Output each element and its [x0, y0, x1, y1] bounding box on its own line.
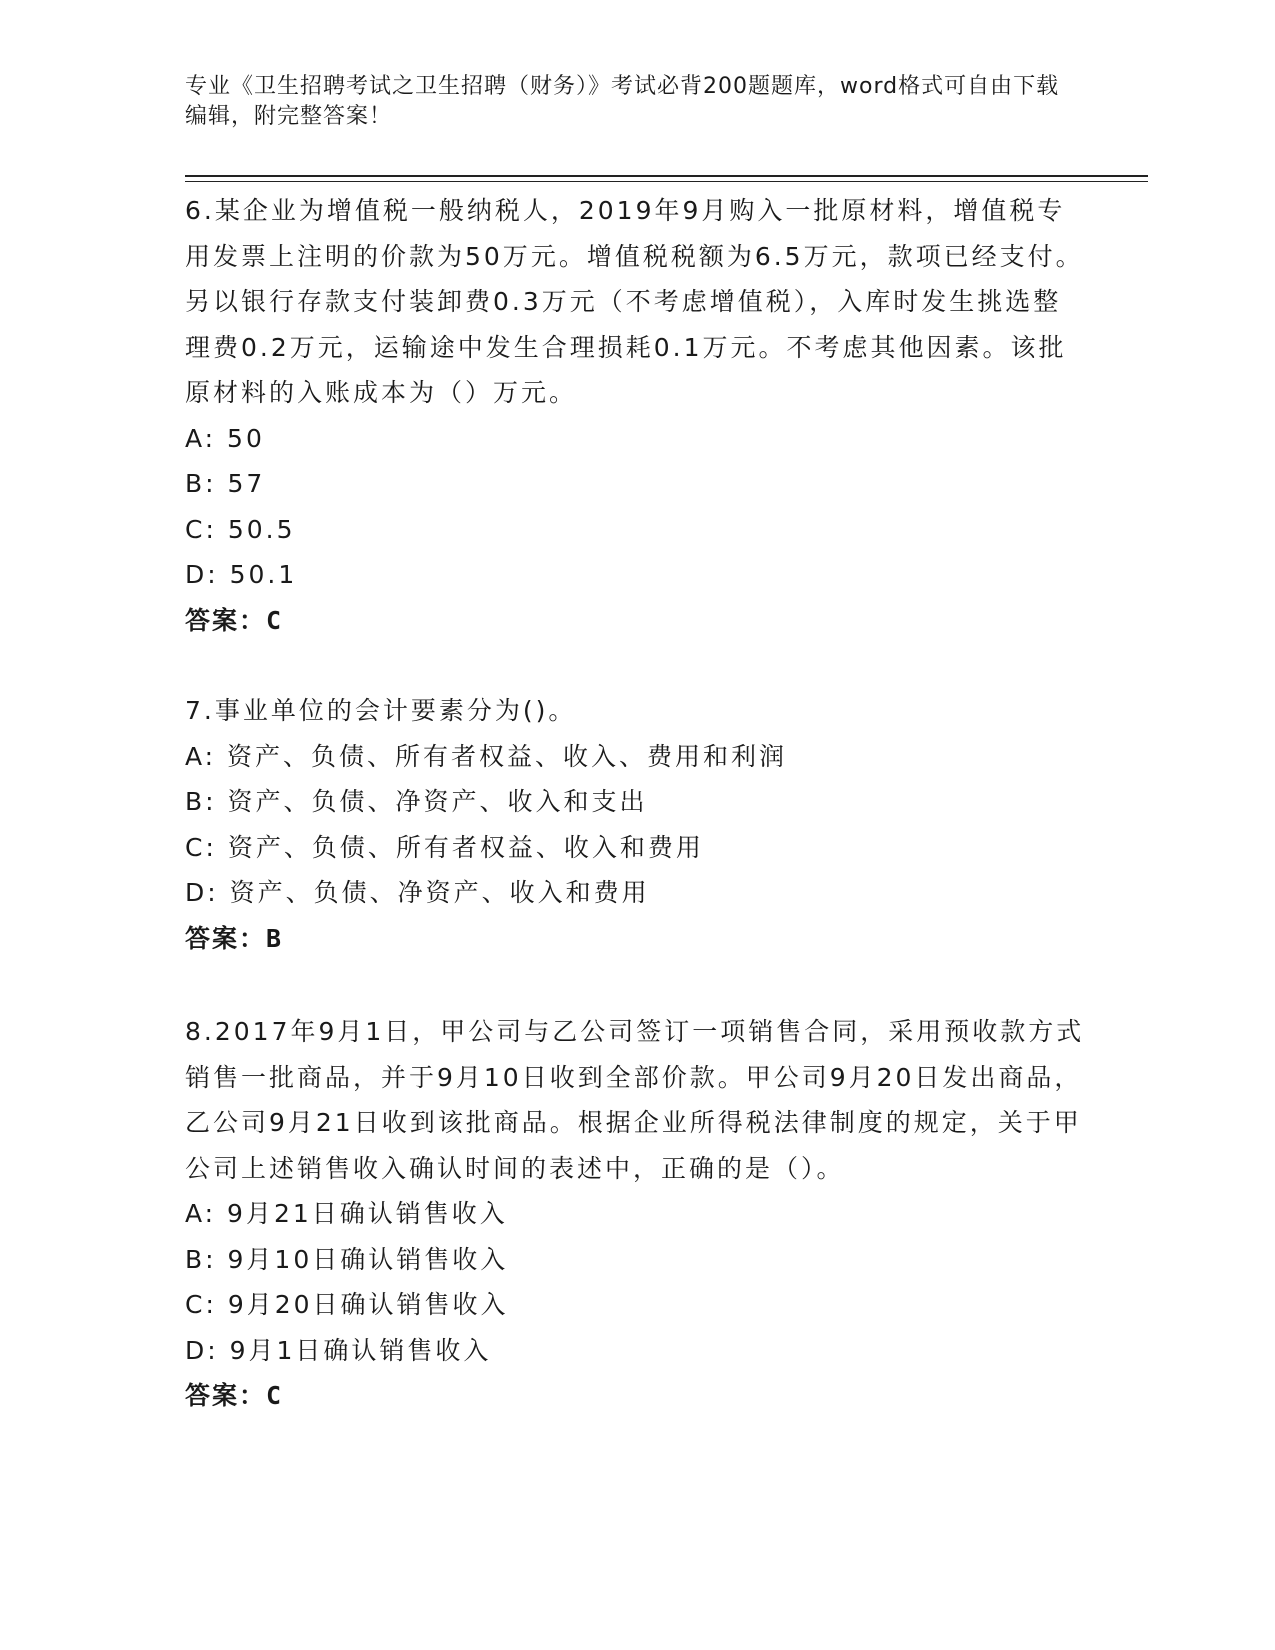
question-stem: 6.某企业为增值税一般纳税人，2019年9月购入一批原材料，增值税专用发票上注明的价款为50万元。增值税税额为6.5万元，款项已经支付。另以银行存款支付装卸费0.3万元（不考虑增值税），入库时发生挑选整理费0.2万元，运输途中发生合理损耗0.1万元。不考虑其他因素。该批原材料的入账成本为（）万元。	[185, 196, 1084, 407]
question-8	[185, 1009, 1085, 1419]
option-c: C: 资产、负债、所有者权益、收入和费用	[185, 832, 704, 862]
header-divider-thin	[185, 181, 1148, 182]
question-stem: 7.事业单位的会计要素分为()。	[185, 696, 577, 725]
document-header-note: 专业《卫生招聘考试之卫生招聘（财务）》考试必背200题题库，word格式可自由下载编辑，附完整答案！	[185, 74, 1060, 129]
header-divider-thick	[185, 175, 1148, 177]
question-6	[185, 188, 1085, 643]
option-b: B: 57	[185, 469, 266, 498]
option-d: D: 资产、负债、净资产、收入和费用	[185, 878, 650, 907]
option-d: D: 50.1	[185, 560, 298, 589]
option-a: A: 50	[185, 423, 265, 453]
question-7	[185, 688, 1085, 961]
option-c: C: 50.5	[185, 514, 296, 544]
option-d: D: 9月1日确认销售收入	[185, 1335, 492, 1365]
answer-line: 答案：B	[185, 923, 284, 953]
option-c: C: 9月20日确认销售收入	[185, 1290, 509, 1319]
question-stem: 8.2017年9月1日，甲公司与乙公司签订一项销售合同，采用预收款方式销售一批商品，并于9月10日收到全部价款。甲公司9月20日发出商品，乙公司9月21日收到该批商品。根据企业所得税法律制度的规定，关于甲公司上述销售收入确认时间的表述中，正确的是（）。	[185, 1017, 1085, 1183]
option-a: A: 资产、负债、所有者权益、收入、费用和利润	[185, 741, 788, 771]
answer-line: 答案：C	[185, 1381, 284, 1410]
option-b: B: 资产、负债、净资产、收入和支出	[185, 787, 648, 816]
option-a: A: 9月21日确认销售收入	[185, 1199, 508, 1228]
option-b: B: 9月10日确认销售收入	[185, 1244, 509, 1274]
answer-line: 答案：C	[185, 605, 284, 635]
